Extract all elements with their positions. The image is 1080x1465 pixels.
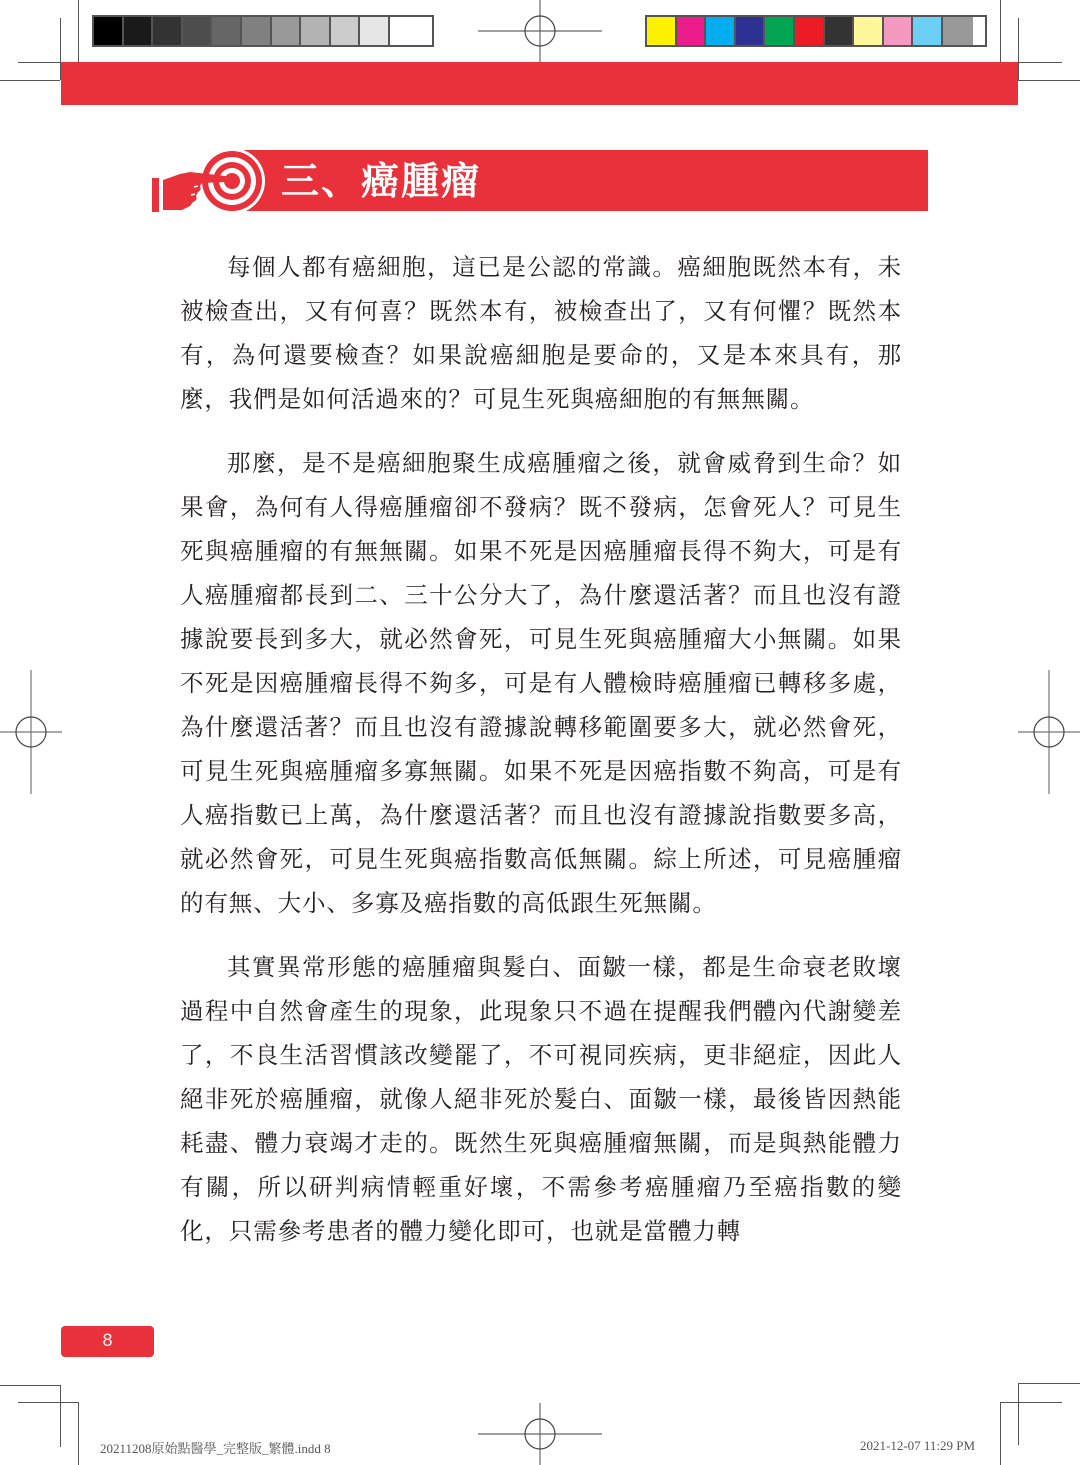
color-swatch — [301, 17, 331, 45]
grayscale-color-bar — [92, 15, 434, 47]
color-swatch — [706, 17, 736, 45]
slug-filename: 20211208原始點醫學_完整版_繁體.indd 8 — [100, 1441, 331, 1456]
color-swatch — [390, 17, 420, 45]
color-swatch — [124, 17, 154, 45]
color-swatch — [825, 17, 855, 45]
color-swatch — [795, 17, 825, 45]
paragraph-2: 那麼，是不是癌細胞聚生成癌腫瘤之後，就會威脅到生命？如果會，為何有人得癌腫瘤卻不發病？既不發病，怎會死人？可見生死與癌腫瘤的有無無關。如果不死是因癌腫瘤長得不夠大，可是有人癌腫瘤都長到二、三十公分大了，為什麼還活著？而且也沒有證據說要長到多大，就必然會死，可見生死與癌腫瘤大小無關。如果不死是因癌腫瘤長得不夠多，可是有人體檢時癌腫瘤已轉移多處，為什麼還活著？而且也沒有證據說轉移範圍要多大，就必然會死，可見生死與癌腫瘤多寡無關。如果不死是因癌指數不夠高，可是有人癌指數已上萬，為什麼還活著？而且也沒有證據說指數要多高，就必然會死，可見生死與癌指數高低無關。綜上所述，可見癌腫瘤的有無、大小、多寡及癌指數的高低跟生死無關。 — [180, 449, 902, 917]
color-swatch — [884, 17, 914, 45]
paragraph-1: 每個人都有癌細胞，這已是公認的常識。癌細胞既然本有，未被檢查出，又有何喜？既然本有，被檢查出了，又有何懼？既然本有，為何還要檢查？如果說癌細胞是要命的，又是本來具有，那麼，我們是如何活過來的？可見生死與癌細胞的有無無關。 — [180, 253, 902, 413]
pointing-hand-target-icon — [150, 150, 270, 214]
registration-mark-left — [0, 670, 62, 794]
paragraph-3: 其實異常形態的癌腫瘤與髮白、面皺一樣，都是生命衰老敗壞過程中自然會產生的現象，此現象只不過在提醒我們體內代謝變差了，不良生活習慣該改變罷了，不可視同疾病，更非絕症，因此人絕非死於癌腫瘤，就像人絕非死於髮白、面皺一樣，最後皆因熱能耗盡、體力衰竭才走的。既然生死與癌腫瘤無關，而是與熱能體力有關，所以研判病情輕重好壞，不需參考癌腫瘤乃至癌指數的變化，只需參考患者的體力變化即可，也就是當體力轉 — [180, 953, 902, 1245]
color-swatch — [765, 17, 795, 45]
registration-mark-bottom — [478, 1403, 602, 1465]
color-swatch — [212, 17, 242, 45]
slug-datetime: 2021-12-07 11:29 PM — [860, 1438, 976, 1453]
color-swatch — [360, 17, 390, 45]
color-swatch — [94, 17, 124, 45]
registration-mark-top — [478, 0, 602, 62]
registration-mark-right — [1018, 670, 1080, 794]
color-swatch — [854, 17, 884, 45]
color-swatch — [331, 17, 361, 45]
section-title: 三、癌腫瘤 — [281, 159, 482, 203]
article-body — [180, 245, 902, 1273]
color-swatch — [647, 17, 677, 45]
color-swatch — [183, 17, 213, 45]
color-swatch — [677, 17, 707, 45]
color-swatch — [913, 17, 943, 45]
color-swatch — [943, 17, 973, 45]
color-swatch — [242, 17, 272, 45]
cmyk-color-bar — [645, 15, 987, 47]
header-band — [61, 62, 1018, 105]
color-swatch — [272, 17, 302, 45]
color-swatch — [736, 17, 766, 45]
color-swatch — [153, 17, 183, 45]
page-number: 8 — [61, 1326, 154, 1357]
